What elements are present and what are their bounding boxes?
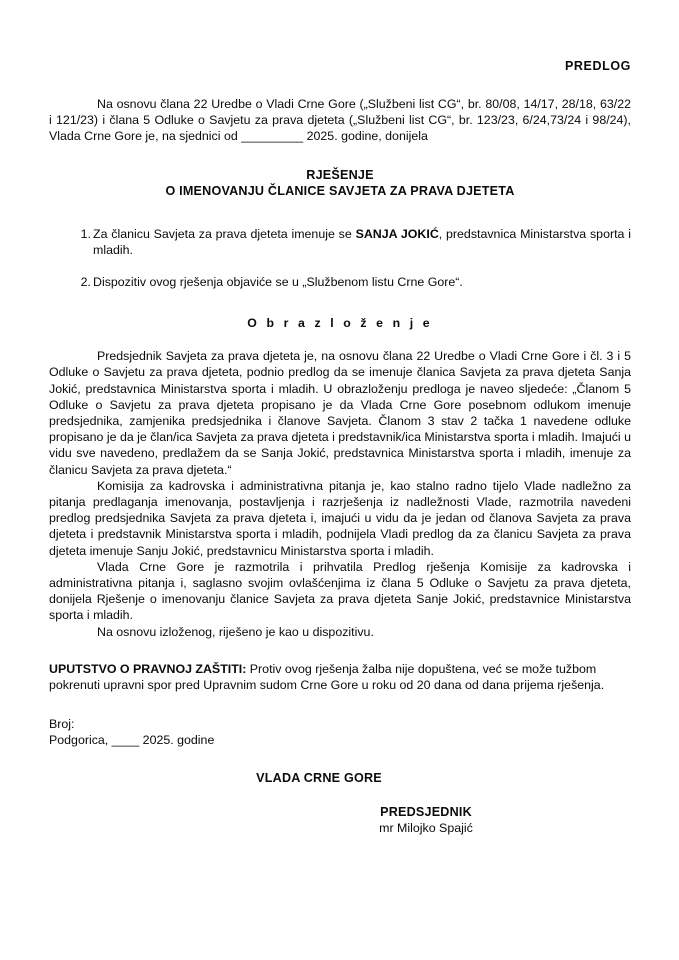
document-number-label: Broj:: [49, 716, 75, 731]
explanation-heading: O b r a z l o ž e n j e: [247, 316, 433, 331]
dispositive-item-2-text: Dispozitiv ovog rješenja objaviće se u „Službenom listu Crne Gore“.: [93, 275, 463, 290]
signature-block: [49, 805, 631, 835]
signatory-title: PREDSJEDNIK: [380, 804, 472, 819]
act-title-line-2: O IMENOVANJU ČLANICE SAVJETA ZA PRAVA DJETETA: [165, 184, 515, 199]
legal-basis-paragraph: Na osnovu člana 22 Uredbe o Vladi Crne Gore („Službeni list CG“, br. 80/08, 14/17, 28/18, 63/22 i 121/23) i člana 5 Odluke o Savjetu za prava djeteta („Službeni list CG“, br. 123/23, 6/24,73/24 i 98/24), Vlada Crne Gore je, na sjednici od _________ 2025. godine, donijela: [49, 97, 631, 144]
dispositive-item-1-text-before: Za članicu Savjeta za prava djeteta imenuje se: [93, 226, 356, 241]
dispositive-item-1: [49, 226, 631, 258]
document-body: [49, 0, 631, 835]
document-meta-block: [49, 716, 631, 749]
explanation-paragraph-2: Komisija za kadrovska i administrativna pitanja je, kao stalno radno tijelo Vlade nadležno za pitanja predlaganja imenovanja, postavljenja i razrješenja iz nadležnosti Vlade, razmotrila navedeni predlog predsjednika Savjeta za prava djeteta i, imajući u vidu da je jedan od članova Savjeta za prava djeteta i predstavnik Ministarstva sporta i mladih, podnijela Vladi predlog da za članicu Savjeta za prava djeteta imenuje Sanju Jokić, predstavnicu Ministarstva sporta i mladih.: [49, 478, 631, 558]
explanation-paragraph-1: Predsjednik Savjeta za prava djeteta je, na osnovu člana 22 Uredbe o Vladi Crne Gore i čl. 3 i 5 Odluke o Savjetu za prava djeteta, podnio predlog da se imenuje članica Savjeta za prava djeteta Sanja Jokić, predstavnica Ministarstva sporta i mladih. U obrazloženju predloga je naveo sljedeće: „Članom 5 Odluke o Savjetu za prava djeteta propisano je da Vlada Crne Gore posebnom odlukom imenuje predsjednika, zamjenika predsjednika i članove Savjeta. Članom 3 stav 2 tačka 1 navedene odluke propisano je da je član/ica Savjeta za prava djeteta i predstavnik/ica Ministarstva sporta i mladih. Imajući u vidu sve navedeno, predlažem da se Sanja Jokić, predstavnica Ministarstva sporta i mladih, imenuje za članicu Savjeta za prava djeteta.“: [49, 349, 631, 477]
legal-remedy-text: Protiv ovog rješenja žalba nije dopuštena, već se može tužbom pokrenuti upravni spor pred Upravnim sudom Crne Gore u roku od 20 dana od dana prijema rješenja.: [49, 661, 605, 693]
dispositive-list: [49, 226, 631, 291]
legal-remedy-notice: [49, 661, 631, 694]
document-type-label: PREDLOG: [564, 59, 631, 73]
legal-remedy-label: UPUTSTVO O PRAVNOJ ZAŠTITI:: [49, 661, 247, 676]
dispositive-item-2: [49, 274, 631, 290]
act-title: [49, 167, 631, 200]
issuing-authority: VLADA CRNE GORE: [256, 770, 382, 785]
act-title-line-1: RJEŠENJE: [306, 167, 374, 182]
explanation-paragraph-3: Vlada Crne Gore je razmotrila i prihvatila Predlog rješenja Komisije za kadrovska i administrativna pitanja i, saglasno svojim ovlašćenjima iz člana 5 Odluke o Savjetu za prava djeteta, donijela Rješenje o imenovanju članice Savjeta za prava djeteta Sanje Jokić, predstavnice Ministarstva sporta i mladih.: [49, 559, 631, 623]
explanation-paragraph-4: Na osnovu izloženog, riješeno je kao u dispozitivu.: [97, 624, 374, 639]
document-place-date: Podgorica, ____ 2025. godine: [49, 733, 215, 748]
dispositive-item-2-number: 2.: [80, 275, 91, 290]
dispositive-item-1-text-after: , predstavnica Ministarstva sporta i mladih.: [93, 226, 631, 257]
dispositive-item-1-number: 1.: [80, 226, 91, 241]
document-header: [49, 57, 631, 75]
signatory-name: mr Milojko Spajić: [379, 820, 473, 835]
appointee-name: SANJA JOKIĆ: [355, 226, 439, 241]
